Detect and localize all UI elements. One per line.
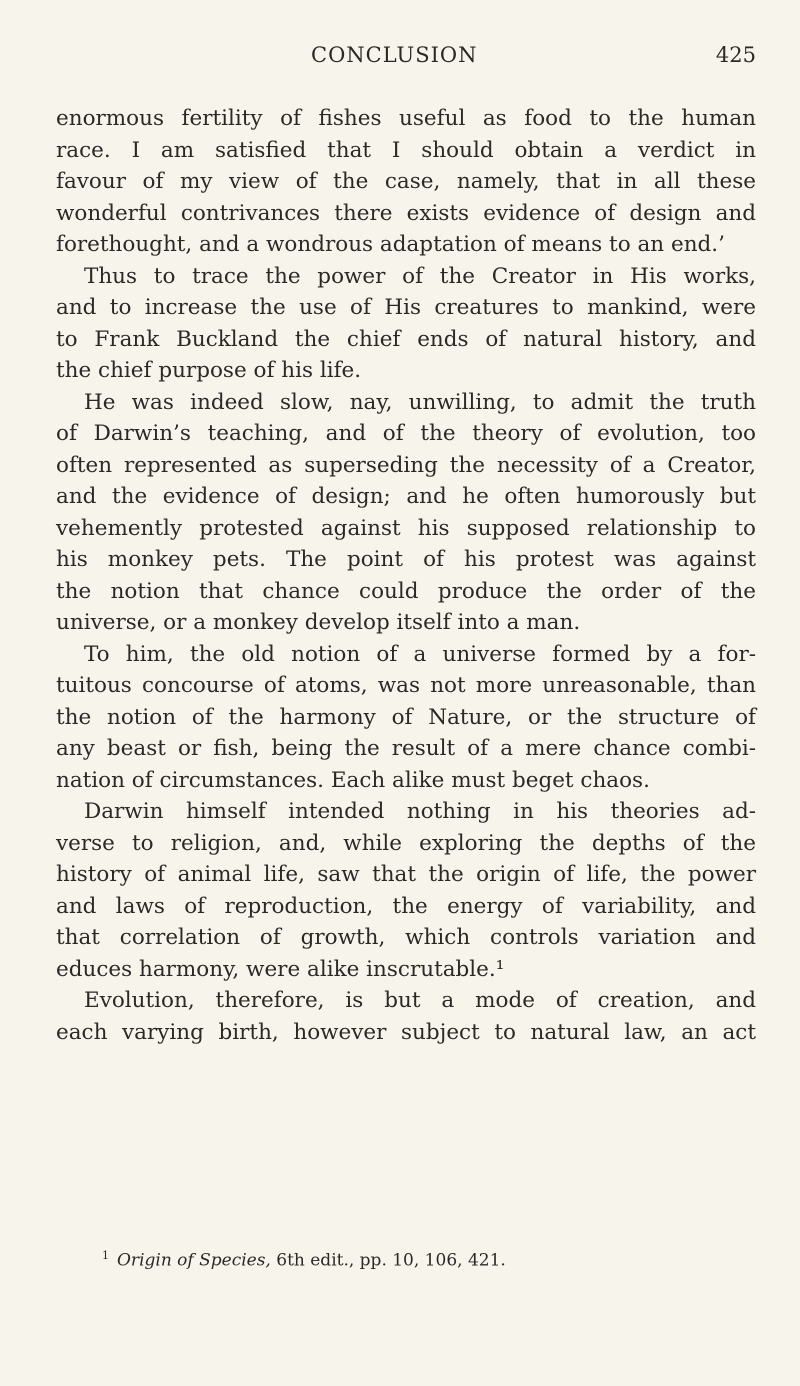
text-line: history of animal life, saw that the origin of life, the power (56, 862, 756, 887)
text-line: vehemently protested against his supposed relationship to (56, 515, 756, 541)
text-line: He was indeed slow, nay, unwilling, to admit the truth (84, 389, 756, 415)
text-line: tuitous concourse of atoms, was not more unreasonable, than (56, 673, 756, 698)
text-line: to Frank Buckland the chief ends of natural history, and (56, 326, 756, 352)
text-line: nation of circumstances. Each alike must beget chaos. (56, 767, 650, 793)
page-number: 425 (715, 43, 756, 67)
text-line: wonderful contrivances there exists evidence of design and (56, 200, 756, 226)
text-line: Darwin himself intended nothing in his theories ad- (84, 799, 756, 824)
running-head (56, 40, 756, 70)
text-line: the notion of the harmony of Nature, or the structure of (56, 704, 756, 730)
text-line: Evolution, therefore, is but a mode of creation, and (84, 988, 756, 1013)
text-line: verse to religion, and, while exploring the depths of the (56, 830, 756, 856)
text-line: and laws of reproduction, the energy of variability, and (56, 893, 756, 919)
text-line: and to increase the use of His creatures to mankind, were (56, 295, 756, 320)
text-line: forethought, and a wondrous adaptation of means to an end.’ (56, 232, 725, 257)
text-line: and the evidence of design; and he often humorously but (56, 484, 756, 509)
footnote-title: Origin of Species, (117, 1250, 271, 1271)
footnote (102, 1243, 506, 1274)
text-line: educes harmony, were alike inscrutable.¹ (56, 956, 505, 982)
text-line: that correlation of growth, which controls variation and (56, 925, 756, 950)
text-line: To him, the old notion of a universe formed by a for- (84, 641, 756, 667)
text-line: race. I am satisfied that I should obtain a verdict in (56, 137, 756, 163)
book-page (56, 0, 756, 1386)
running-title: CONCLUSION (311, 43, 478, 67)
text-line: often represented as superseding the necessity of a Creator, (56, 452, 756, 478)
text-line: universe, or a monkey develop itself into a man. (56, 610, 581, 635)
text-line: each varying birth, however subject to natural law, an act (56, 1019, 756, 1045)
body-text (56, 103, 756, 1048)
text-line: Thus to trace the power of the Creator in His works, (84, 263, 756, 289)
text-line: the notion that chance could produce the order of the (56, 578, 756, 604)
text-line: enormous fertility of fishes useful as food to the human (56, 106, 756, 131)
text-line: his monkey pets. The point of his protest was against (56, 547, 756, 572)
text-line: any beast or fish, being the result of a mere chance combi- (56, 736, 756, 761)
text-line: of Darwin’s teaching, and of the theory of evolution, too (56, 421, 756, 446)
footnote-text: 6th edit., pp. 10, 106, 421. (276, 1250, 506, 1271)
text-line: favour of my view of the case, namely, that in all these (56, 169, 756, 194)
footnote-marker: 1 (102, 1249, 109, 1262)
text-line: the chief purpose of his life. (56, 358, 362, 383)
